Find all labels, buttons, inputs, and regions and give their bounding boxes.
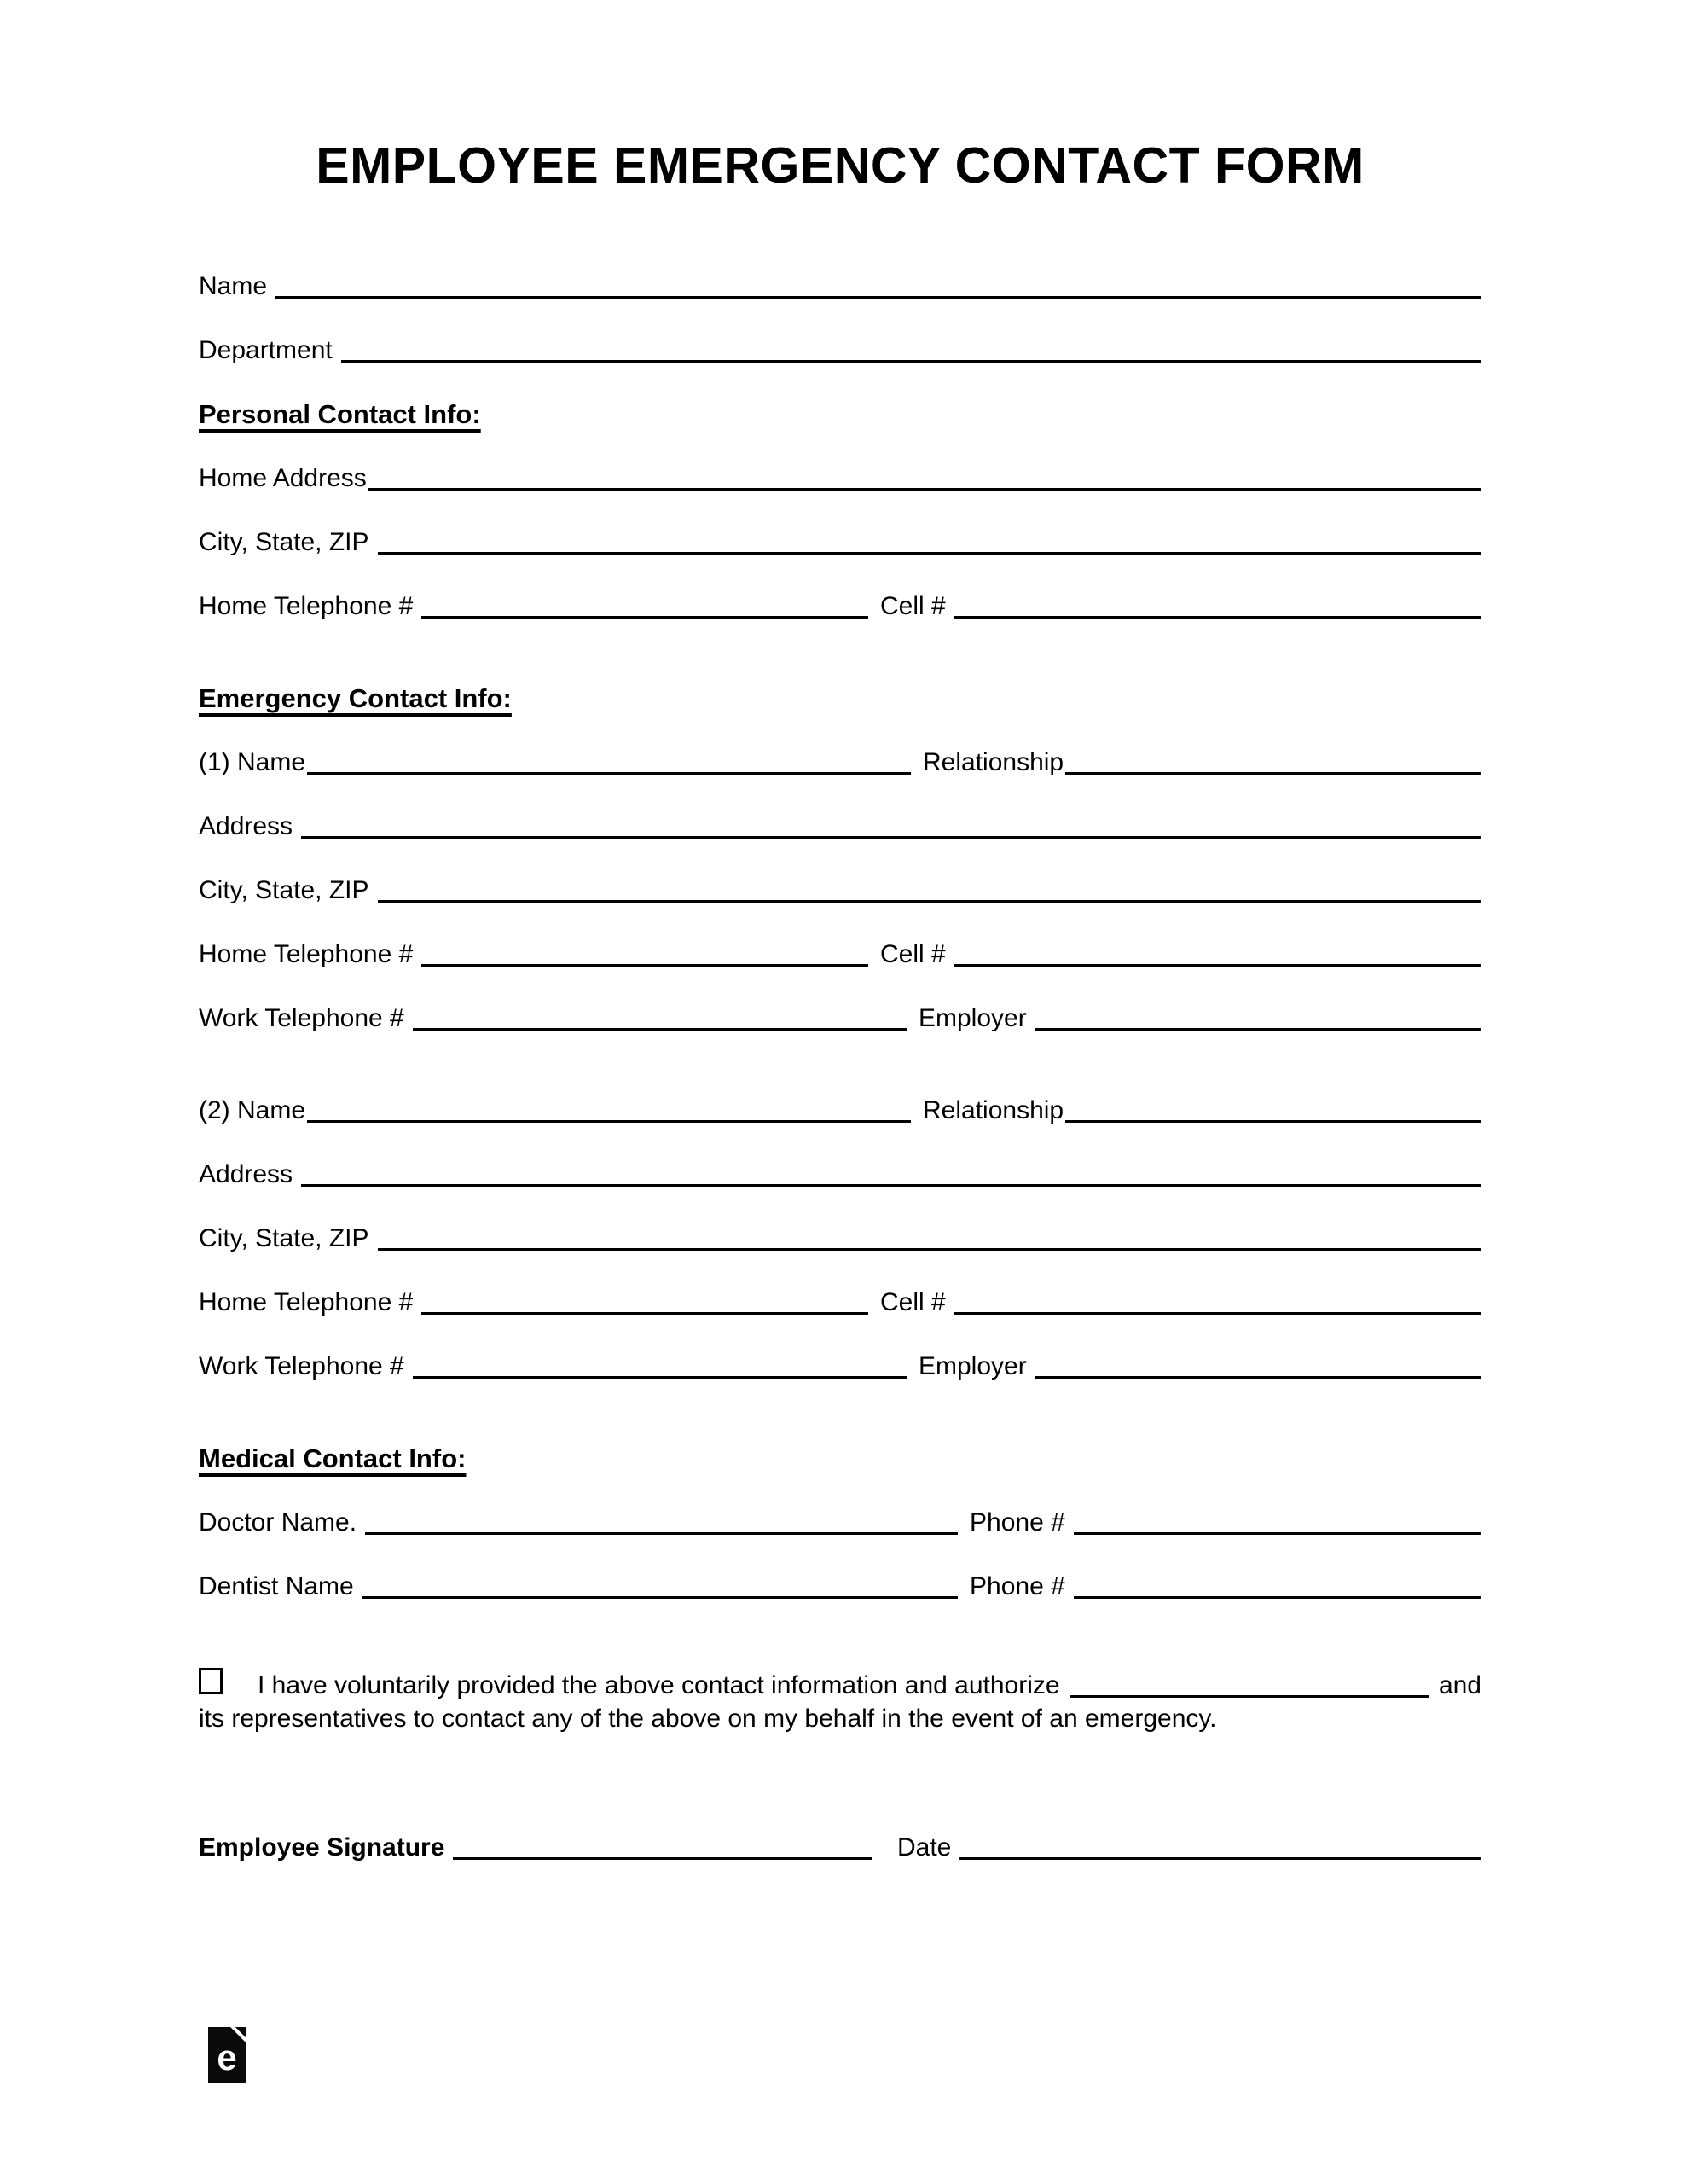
emergency-heading-label: Emergency Contact Info: (199, 683, 512, 713)
ec2-address-row (199, 1159, 1481, 1190)
ec1-work-employer-row (199, 1002, 1481, 1034)
ec2-cell-label: Cell # (880, 1288, 946, 1316)
signature-row (199, 1735, 1481, 1863)
ec1-home-telephone-input-line[interactable] (421, 954, 868, 967)
doctor-phone-label: Phone # (970, 1508, 1065, 1536)
authorization-statement-and: and (1438, 1671, 1481, 1699)
ec2-city-state-zip-label: City, State, ZIP (199, 1224, 369, 1252)
pc-cell-input-line[interactable] (954, 606, 1481, 619)
ec2-cell-input-line[interactable] (954, 1302, 1481, 1315)
dentist-phone-label: Phone # (970, 1572, 1065, 1600)
pc-city-state-zip-label: City, State, ZIP (199, 528, 369, 556)
dentist-phone-input-line[interactable] (1074, 1586, 1481, 1599)
ec2-phone-row (199, 1287, 1481, 1318)
doctor-row (199, 1507, 1481, 1538)
ec1-address-input-line[interactable] (301, 826, 1481, 839)
authorization-statement-text: I have voluntarily provided the above contact information and authorize (258, 1671, 1060, 1699)
ec2-home-telephone-label: Home Telephone # (199, 1288, 414, 1316)
pc-cell-col (880, 590, 1481, 622)
ec1-relationship-col (923, 746, 1481, 778)
name-row (199, 270, 1481, 302)
dentist-row (199, 1571, 1481, 1602)
authorization-section (199, 1635, 1481, 1735)
pc-city-state-zip-input-line[interactable] (378, 542, 1482, 555)
authorization-blank-line[interactable] (1070, 1685, 1429, 1698)
eforms-document-logo (208, 2027, 246, 2083)
date-label: Date (897, 1833, 952, 1862)
doctor-phone-col (970, 1507, 1481, 1538)
ec2-work-telephone-label: Work Telephone # (199, 1352, 404, 1380)
ec1-address-row (199, 810, 1481, 842)
ec2-address-input-line[interactable] (301, 1174, 1481, 1187)
pc-home-address-row (199, 462, 1481, 494)
ec2-relationship-input-line[interactable] (1065, 1110, 1481, 1123)
doctor-phone-input-line[interactable] (1074, 1522, 1481, 1535)
department-label: Department (199, 336, 333, 364)
date-col (897, 1832, 1481, 1863)
ec1-cell-label: Cell # (880, 940, 946, 968)
authorization-checkbox[interactable] (199, 1668, 223, 1694)
ec2-work-telephone-input-line[interactable] (413, 1366, 907, 1379)
ec1-cell-col (880, 938, 1481, 970)
ec1-relationship-label: Relationship (923, 748, 1064, 776)
employee-signature-label: Employee Signature (199, 1833, 445, 1862)
pc-home-address-label: Home Address (199, 464, 367, 492)
ec1-cell-input-line[interactable] (954, 954, 1481, 967)
ec2-cell-col (880, 1287, 1481, 1318)
ec2-name-label: (2) Name (199, 1096, 306, 1124)
personal-heading (199, 398, 1481, 430)
form-content (199, 0, 1481, 1896)
pc-home-telephone-label: Home Telephone # (199, 592, 414, 620)
name-input-line[interactable] (275, 286, 1481, 299)
ec2-city-state-zip-input-line[interactable] (378, 1238, 1482, 1251)
ec1-city-state-zip-row (199, 874, 1481, 906)
authorization-line1 (199, 1667, 1481, 1702)
ec2-employer-input-line[interactable] (1035, 1366, 1481, 1379)
dentist-name-input-line[interactable] (362, 1586, 958, 1599)
ec1-name-input-line[interactable] (307, 762, 911, 775)
ec1-home-telephone-label: Home Telephone # (199, 940, 414, 968)
personal-heading-label: Personal Contact Info: (199, 399, 481, 429)
ec1-name-relationship-row (199, 746, 1481, 778)
ec2-employer-label: Employer (919, 1352, 1027, 1380)
medical-heading (199, 1414, 1481, 1474)
page-title: EMPLOYEE EMERGENCY CONTACT FORM (316, 137, 1365, 194)
ec1-employer-label: Employer (919, 1004, 1027, 1032)
department-input-line[interactable] (341, 350, 1481, 363)
ec2-relationship-col (923, 1095, 1481, 1126)
name-label: Name (199, 272, 268, 300)
ec2-work-employer-row (199, 1350, 1481, 1382)
doctor-name-label: Doctor Name. (199, 1508, 357, 1536)
logo-letter: e (217, 2037, 237, 2077)
pc-city-state-zip-row (199, 526, 1481, 558)
ec1-phone-row (199, 938, 1481, 970)
ec1-work-telephone-label: Work Telephone # (199, 1004, 404, 1032)
ec1-name-label: (1) Name (199, 748, 306, 776)
ec2-name-relationship-row (199, 1066, 1481, 1126)
ec1-address-label: Address (199, 812, 293, 840)
dentist-phone-col (970, 1571, 1481, 1602)
ec1-employer-input-line[interactable] (1035, 1018, 1481, 1031)
ec1-employer-col (919, 1002, 1481, 1034)
pc-home-telephone-input-line[interactable] (421, 606, 868, 619)
doctor-name-input-line[interactable] (365, 1522, 958, 1535)
ec2-city-state-zip-row (199, 1223, 1481, 1254)
dentist-name-label: Dentist Name (199, 1572, 354, 1600)
ec1-city-state-zip-label: City, State, ZIP (199, 876, 369, 904)
ec1-city-state-zip-input-line[interactable] (378, 890, 1482, 903)
ec2-employer-col (919, 1350, 1481, 1382)
ec1-work-telephone-input-line[interactable] (413, 1018, 907, 1031)
ec2-address-label: Address (199, 1160, 293, 1188)
ec2-home-telephone-input-line[interactable] (421, 1302, 868, 1315)
emergency-heading (199, 654, 1481, 714)
authorization-statement-line2: its representatives to contact any of the above on my behalf in the event of an emergency. (199, 1705, 1217, 1733)
employee-signature-input-line[interactable] (453, 1847, 872, 1860)
pc-cell-label: Cell # (880, 592, 946, 620)
pc-home-address-input-line[interactable] (368, 478, 1481, 491)
ec2-name-input-line[interactable] (307, 1110, 911, 1123)
medical-heading-label: Medical Contact Info: (199, 1443, 467, 1473)
date-input-line[interactable] (959, 1847, 1481, 1860)
ec2-relationship-label: Relationship (923, 1096, 1064, 1124)
ec1-relationship-input-line[interactable] (1065, 762, 1481, 775)
department-row (199, 334, 1481, 366)
pc-phone-row (199, 590, 1481, 622)
